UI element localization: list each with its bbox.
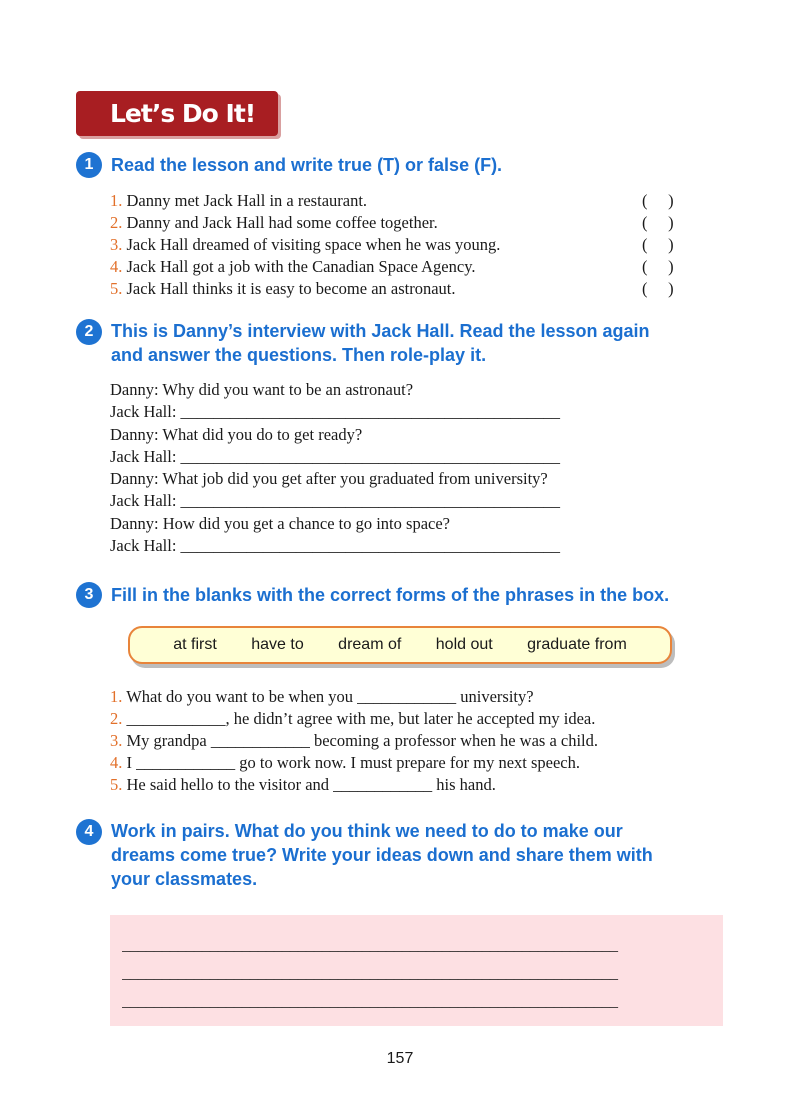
list-item[interactable]: 3. My grandpa ____________ becoming a professor when he was a child. bbox=[110, 731, 599, 750]
list-item: 2. Danny and Jack Hall had some coffee together. bbox=[110, 213, 438, 232]
exercise-number-badge: 1 bbox=[76, 152, 102, 178]
list-item[interactable]: 1. What do you want to be when you ____________ university? bbox=[110, 687, 534, 706]
phrase: dream of bbox=[338, 636, 402, 653]
answer-line[interactable]: Jack Hall: ______________________________________________ bbox=[110, 402, 561, 421]
exercise-4-instruction: Work in pairs. What do you think we need to do to make our dreams come true? Write your ideas down and share them with your classmates. bbox=[111, 821, 653, 889]
exercise-number-badge: 3 bbox=[76, 582, 102, 608]
answer-line[interactable]: Jack Hall: ______________________________________________ bbox=[110, 491, 561, 510]
writing-line[interactable]: ______________________________________________________________ bbox=[122, 993, 618, 1010]
list-item[interactable]: 2. ____________, he didn’t agree with me, but later he accepted my idea. bbox=[110, 709, 596, 728]
phrase: hold out bbox=[435, 636, 493, 653]
exercise-2-instruction: This is Danny’s interview with Jack Hall. Read the lesson again and answer the questions. Then role-play it. bbox=[111, 321, 650, 365]
dialogue-line: Danny: How did you get a chance to go into space? bbox=[110, 514, 450, 533]
answer-line[interactable]: Jack Hall: ______________________________________________ bbox=[110, 447, 561, 466]
exercise-number-badge: 2 bbox=[76, 319, 102, 345]
phrase: graduate from bbox=[527, 636, 627, 653]
dialogue-line: Danny: Why did you want to be an astronaut? bbox=[110, 380, 414, 399]
answer-line[interactable]: Jack Hall: ______________________________________________ bbox=[110, 536, 561, 555]
lesson-banner bbox=[76, 91, 278, 136]
list-item: 5. Jack Hall thinks it is easy to become an astronaut. bbox=[110, 279, 456, 298]
dialogue-line: Danny: What job did you get after you graduated from university? bbox=[110, 469, 548, 488]
banner-title: Let’s Do It! bbox=[110, 99, 256, 128]
writing-line[interactable]: ______________________________________________________________ bbox=[122, 937, 618, 954]
exercise-number-badge: 4 bbox=[76, 819, 102, 845]
list-item: 4. Jack Hall got a job with the Canadian Space Agency. bbox=[110, 257, 476, 276]
writing-line[interactable]: ______________________________________________________________ bbox=[122, 965, 618, 982]
answer-parentheses[interactable]: ( ) bbox=[642, 191, 674, 210]
exercise-3-instruction: Fill in the blanks with the correct forms of the phrases in the box. bbox=[111, 585, 670, 605]
phrase: have to bbox=[251, 636, 304, 653]
list-item[interactable]: 5. He said hello to the visitor and ____________ his hand. bbox=[110, 775, 496, 794]
exercise-1-instruction: Read the lesson and write true (T) or false (F). bbox=[111, 155, 503, 175]
list-item: 1. Danny met Jack Hall in a restaurant. bbox=[110, 191, 368, 210]
dialogue-line: Danny: What did you do to get ready? bbox=[110, 425, 363, 444]
list-item[interactable]: 4. I ____________ go to work now. I must prepare for my next speech. bbox=[110, 753, 581, 772]
answer-parentheses[interactable]: ( ) bbox=[642, 235, 674, 254]
page-number: 157 bbox=[386, 1050, 414, 1067]
answer-parentheses[interactable]: ( ) bbox=[642, 279, 674, 298]
answer-parentheses[interactable]: ( ) bbox=[642, 213, 674, 232]
answer-parentheses[interactable]: ( ) bbox=[642, 257, 674, 276]
list-item: 3. Jack Hall dreamed of visiting space when he was young. bbox=[110, 235, 501, 254]
phrase: at first bbox=[173, 636, 217, 653]
phrase-box bbox=[128, 626, 672, 664]
answer-writing-box[interactable] bbox=[110, 915, 723, 1026]
